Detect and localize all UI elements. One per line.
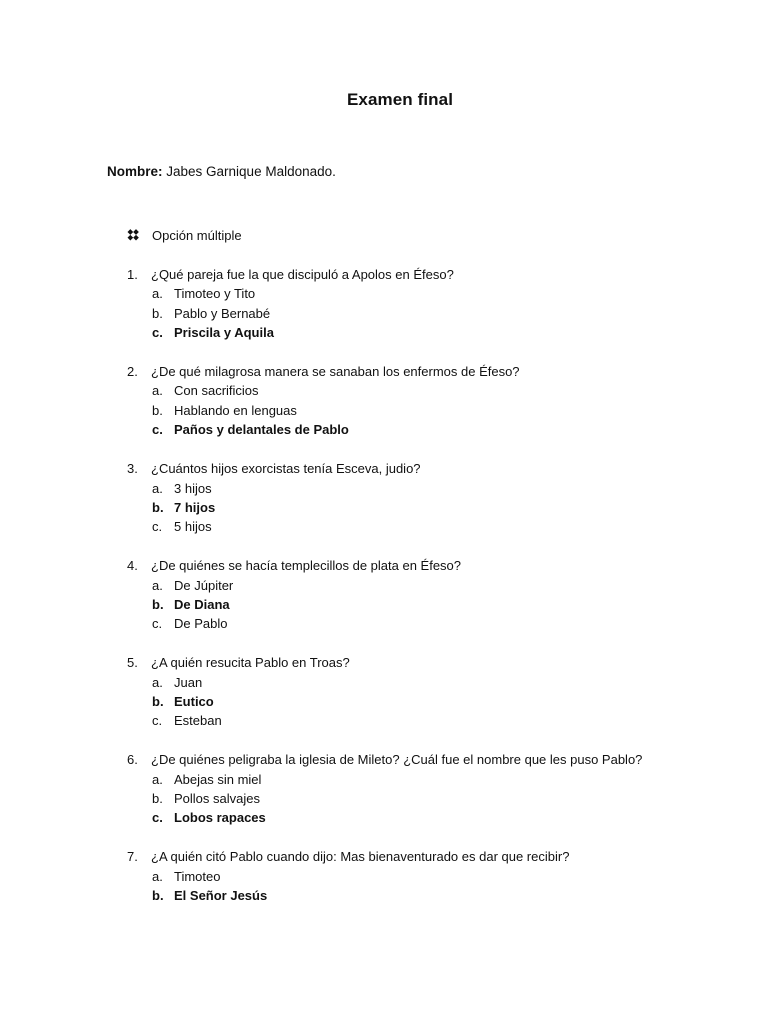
page-title: Examen final (346, 90, 454, 109)
question-7 (127, 847, 747, 905)
option-text: 3 hijos (174, 480, 212, 496)
option-letter: c. (152, 810, 163, 826)
answer-option (127, 770, 747, 789)
name-line (107, 164, 336, 179)
option-letter: c. (152, 616, 163, 632)
question-row (127, 847, 747, 866)
option-letter: b. (152, 596, 164, 612)
answer-option (127, 673, 747, 692)
name-label: Nombre: (107, 164, 163, 179)
section-heading (130, 228, 242, 243)
option-text: Pollos salvajes (174, 791, 260, 807)
option-letter: a. (152, 868, 163, 884)
answer-option (127, 692, 747, 711)
answer-option (127, 595, 747, 614)
question-text: ¿De qué milagrosa manera se sanaban los enfermos de Éfeso? (151, 364, 520, 380)
answer-option (127, 789, 747, 808)
answer-option (127, 381, 747, 400)
option-letter: a. (152, 480, 163, 496)
question-text: ¿Cuántos hijos exorcistas tenía Esceva, judio? (151, 461, 421, 477)
question-1 (127, 265, 747, 343)
answer-option (127, 886, 747, 905)
option-text: El Señor Jesús (174, 888, 268, 904)
option-text: Timoteo y Tito (174, 286, 256, 302)
question-number: 1. (127, 267, 138, 282)
option-letter: a. (152, 383, 163, 399)
question-list (127, 265, 747, 925)
option-letter: a. (152, 674, 163, 690)
option-text: Lobos rapaces (174, 810, 266, 826)
answer-option (127, 614, 747, 633)
answer-option (127, 517, 747, 536)
answer-option (127, 420, 747, 439)
question-text: ¿A quién citó Pablo cuando dijo: Mas bienaventurado es dar que recibir? (151, 849, 570, 865)
option-text: Paños y delantales de Pablo (174, 422, 349, 438)
option-text: De Júpiter (174, 577, 234, 593)
question-text: ¿Qué pareja fue la que discipuló a Apolos en Éfeso? (151, 267, 454, 282)
option-letter: c. (152, 422, 163, 438)
option-letter: b. (152, 402, 163, 418)
option-text: Abejas sin miel (174, 771, 262, 787)
name-value: Jabes Garnique Maldonado. (162, 164, 336, 179)
option-text: De Diana (174, 596, 230, 612)
option-letter: b. (152, 499, 164, 515)
question-row (127, 556, 747, 575)
question-row (127, 750, 747, 769)
option-letter: b. (152, 791, 163, 807)
option-text: 5 hijos (174, 519, 212, 535)
option-text: Esteban (174, 713, 222, 729)
question-4 (127, 556, 747, 634)
answer-option (127, 479, 747, 498)
question-6 (127, 750, 747, 828)
option-letter: b. (152, 305, 163, 321)
question-5 (127, 653, 747, 731)
answer-option (127, 498, 747, 517)
answer-option (127, 808, 747, 827)
option-letter: c. (152, 519, 163, 535)
answer-option (127, 711, 747, 730)
option-letter: c. (152, 325, 163, 341)
option-text: Priscila y Aquila (174, 325, 274, 341)
question-text: ¿A quién resucita Pablo en Troas? (151, 655, 350, 671)
option-text: Hablando en lenguas (174, 402, 297, 418)
option-letter: b. (152, 694, 164, 710)
option-text: Con sacrificios (174, 383, 259, 399)
option-letter: c. (152, 713, 163, 729)
question-row (127, 459, 747, 478)
answer-option (127, 401, 747, 420)
option-text: De Pablo (174, 616, 228, 632)
question-number: 7. (127, 849, 138, 865)
answer-option (127, 323, 747, 342)
question-3 (127, 459, 747, 537)
question-text: ¿De quiénes peligraba la iglesia de Mileto? ¿Cuál fue el nombre que les puso Pablo? (151, 752, 643, 768)
question-number: 4. (127, 558, 138, 574)
section-label: Opción múltiple (152, 228, 242, 243)
option-text: Eutico (174, 694, 214, 710)
question-number: 6. (127, 752, 138, 768)
answer-option (127, 304, 747, 323)
question-row (127, 265, 747, 284)
question-text: ¿De quiénes se hacía templecillos de plata en Éfeso? (151, 558, 462, 574)
option-letter: a. (152, 771, 163, 787)
option-text: Timoteo (174, 868, 221, 884)
answer-option (127, 284, 747, 303)
answer-option (127, 867, 747, 886)
option-text: Pablo y Bernabé (174, 305, 271, 321)
question-row (127, 653, 747, 672)
option-letter: b. (152, 888, 164, 904)
question-number: 5. (127, 655, 138, 671)
question-row (127, 362, 747, 381)
question-number: 2. (127, 364, 138, 380)
answer-option (127, 576, 747, 595)
question-2 (127, 362, 747, 440)
option-text: 7 hijos (174, 499, 216, 515)
question-number: 3. (127, 461, 138, 477)
option-letter: a. (152, 286, 163, 302)
option-letter: a. (152, 577, 163, 593)
diamond-bullet-icon (130, 230, 142, 242)
option-text: Juan (174, 674, 203, 690)
